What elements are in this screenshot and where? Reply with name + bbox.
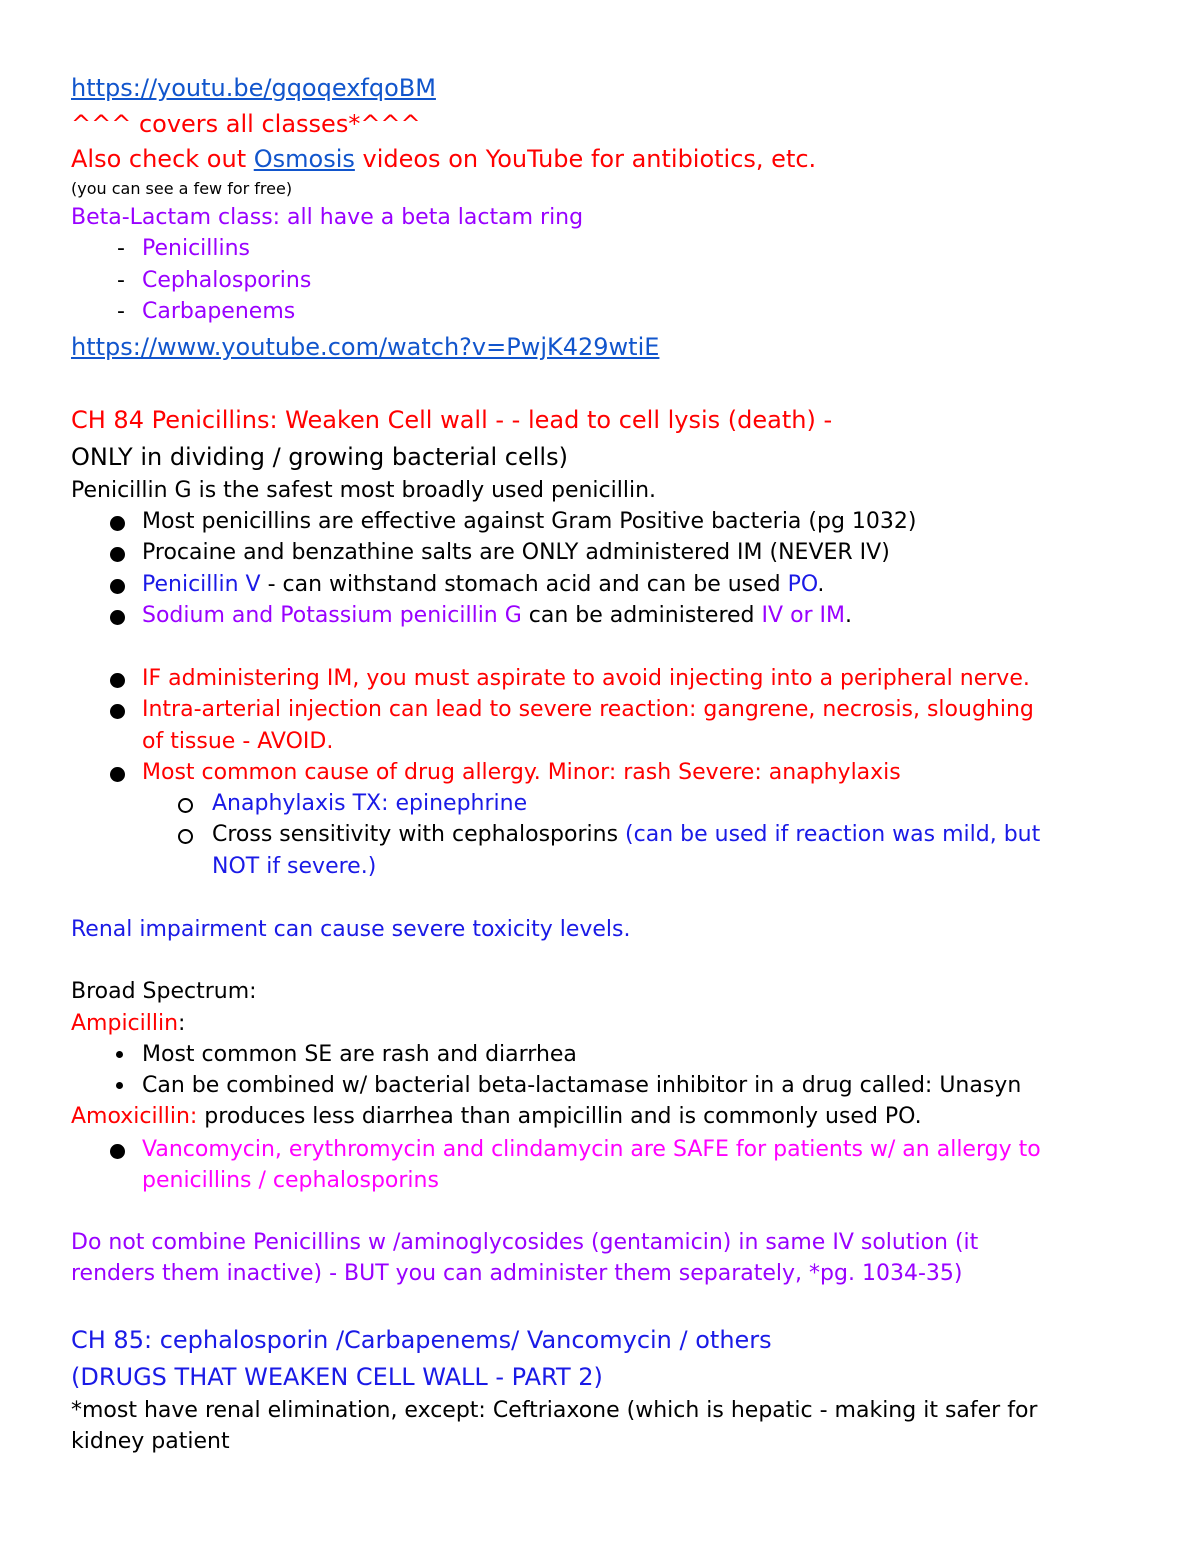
ampicillin-label: Ampicillin (71, 1011, 179, 1036)
penicillin-v-label: Penicillin V (142, 572, 261, 597)
bullet-sodium-potassium (142, 602, 852, 630)
bullet-procaine: Procaine and benzathine salts are ONLY administered IM (NEVER IV) (142, 540, 890, 565)
period: . (817, 572, 825, 597)
po-label: PO (787, 572, 818, 597)
bullet-intra-arterial-cont: of tissue - AVOID. (142, 729, 334, 754)
bullet-gram-positive: Most penicillins are effective against Gram Positive bacteria (pg 1032) (142, 509, 917, 534)
period: . (845, 603, 853, 628)
sodium-potassium-label: Sodium and Potassium penicillin G (142, 603, 522, 628)
bullet-dot (110, 1144, 125, 1159)
covers-note: ^^^ covers all classes*^^^ (71, 110, 421, 138)
bullet-dot (110, 767, 125, 782)
osmosis-note (71, 143, 816, 175)
dash-bullet: - (117, 236, 125, 261)
bullet-intra-arterial: Intra-arterial injection can lead to severe reaction: gangrene, necrosis, sloughing (142, 697, 1034, 722)
renal-elimination-note: *most have renal elimination, except: Ceftriaxone (which is hepatic - making it safer for (71, 1398, 1038, 1423)
ampicillin-heading (71, 1010, 185, 1038)
osmosis-link[interactable]: Osmosis (253, 145, 355, 173)
free-note: (you can see a few for free) (71, 179, 293, 198)
class-item: Carbapenems (142, 299, 296, 324)
bullet-safe-alternatives: Vancomycin, erythromycin and clindamycin are SAFE for patients w/ an allergy to (142, 1137, 1041, 1162)
bullet-dot (110, 673, 125, 688)
sub-bullet-anaphylaxis: Anaphylaxis TX: epinephrine (212, 791, 528, 816)
amoxicillin-label: Amoxicillin: (71, 1104, 198, 1129)
sub-bullet-cross-sensitivity-cont: NOT if severe.) (212, 854, 377, 879)
bullet-dot (110, 516, 125, 531)
ampicillin-unasyn: Can be combined w/ bacterial beta-lactamase inhibitor in a drug called: Unasyn (142, 1073, 1022, 1098)
bullet-dot (110, 704, 125, 719)
ampicillin-se: Most common SE are rash and diarrhea (142, 1042, 577, 1067)
video-link-1[interactable]: https://youtu.be/gqoqexfqoBM (71, 74, 436, 102)
iv-im-label: IV or IM (761, 603, 846, 628)
class-item: Penicillins (142, 236, 251, 261)
penicillin-g-note: Penicillin G is the safest most broadly used penicillin. (71, 478, 657, 503)
dash-bullet: - (117, 299, 125, 324)
renal-impairment-note: Renal impairment can cause severe toxicity levels. (71, 917, 631, 942)
bullet-dot-small (116, 1082, 123, 1089)
bullet-penicillin-v (142, 571, 824, 599)
bullet-dot-small (116, 1051, 123, 1058)
bullet-dot (110, 547, 125, 562)
amoxicillin-line (71, 1103, 922, 1131)
amoxicillin-text: produces less diarrhea than ampicillin and is commonly used PO. (197, 1104, 922, 1129)
ch85-subtitle: (DRUGS THAT WEAKEN CELL WALL - PART 2) (71, 1363, 603, 1391)
aminoglycoside-warning: Do not combine Penicillins w /aminoglycosides (gentamicin) in same IV solution (it (71, 1230, 979, 1255)
ch84-subtitle: ONLY in dividing / growing bacterial cells) (71, 443, 568, 471)
colon: : (178, 1011, 186, 1036)
ch85-title: CH 85: cephalosporin /Carbapenems/ Vancomycin / others (71, 1326, 772, 1354)
sub-bullet-ring (178, 829, 193, 844)
aminoglycoside-warning-cont: renders them inactive) - BUT you can administer them separately, *pg. 1034-35) (71, 1261, 963, 1286)
ch84-title: CH 84 Penicillins: Weaken Cell wall - - lead to cell lysis (death) - (71, 406, 833, 434)
penicillin-v-text: - can withstand stomach acid and can be used (260, 572, 788, 597)
class-item: Cephalosporins (142, 268, 312, 293)
sub-bullet-cross-sensitivity (212, 821, 1040, 849)
osmosis-post: videos on YouTube for antibiotics, etc. (354, 145, 817, 173)
sodium-potassium-text: can be administered (521, 603, 762, 628)
bullet-safe-alternatives-cont: penicillins / cephalosporins (142, 1168, 439, 1193)
broad-spectrum-heading: Broad Spectrum: (71, 979, 257, 1004)
osmosis-pre: Also check out (71, 145, 254, 173)
bullet-aspirate: IF administering IM, you must aspirate to avoid injecting into a peripheral nerve. (142, 666, 1030, 691)
cross-sensitivity-note: (can be used if reaction was mild, but (625, 822, 1041, 847)
dash-bullet: - (117, 268, 125, 293)
bullet-dot (110, 579, 125, 594)
bullet-dot (110, 610, 125, 625)
sub-bullet-ring (178, 798, 193, 813)
beta-lactam-heading: Beta-Lactam class: all have a beta lactam ring (71, 205, 584, 230)
renal-elimination-note-cont: kidney patient (71, 1429, 230, 1454)
bullet-drug-allergy: Most common cause of drug allergy. Minor: rash Severe: anaphylaxis (142, 760, 901, 785)
video-link-2[interactable]: https://www.youtube.com/watch?v=PwjK429wtiE (71, 333, 660, 361)
cross-sensitivity-text: Cross sensitivity with cephalosporins (212, 822, 626, 847)
